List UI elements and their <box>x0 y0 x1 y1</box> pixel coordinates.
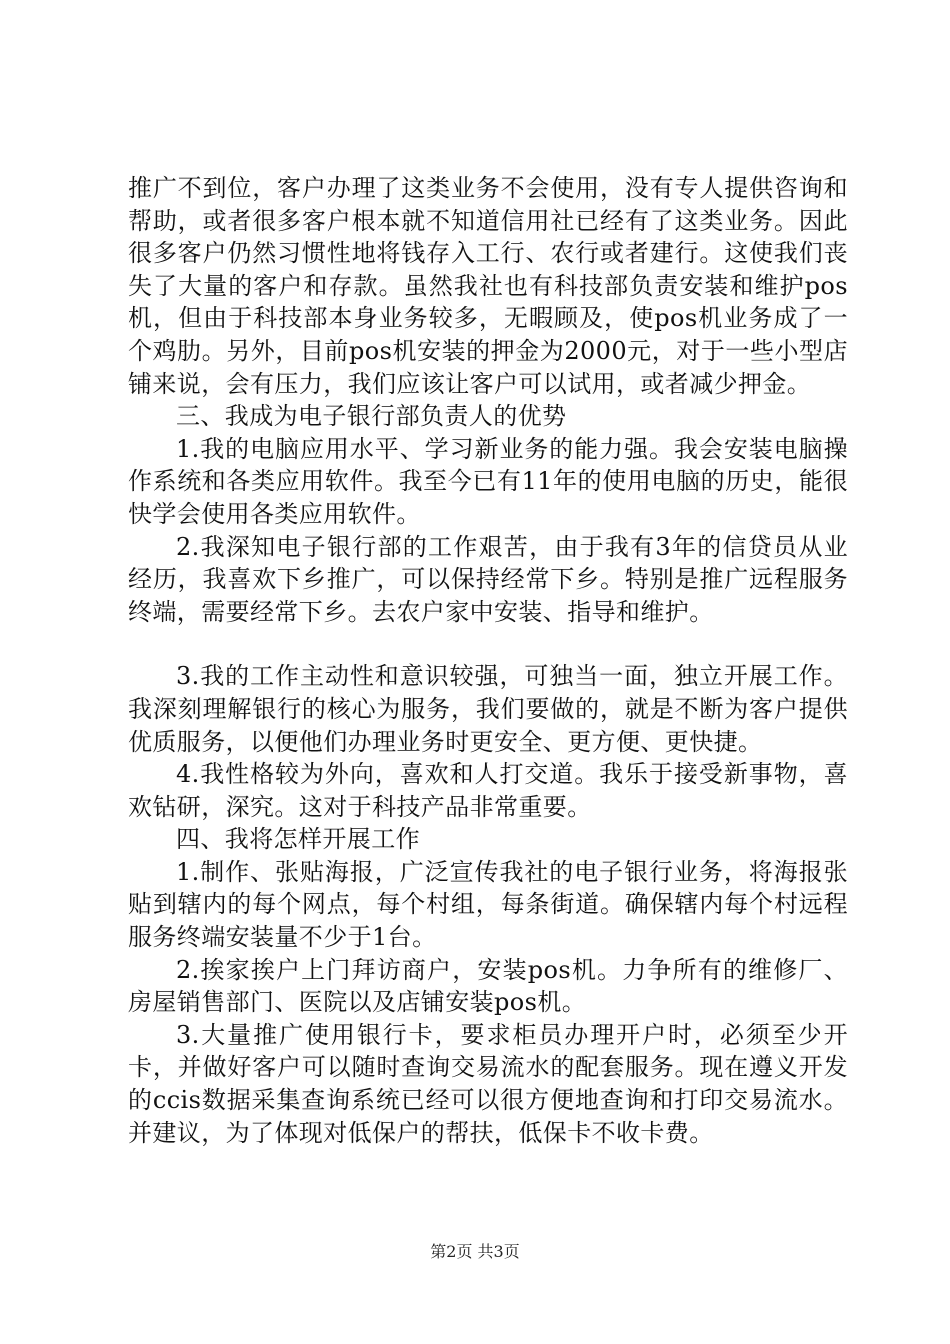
advantage-item-4: 4.我性格较为外向，喜欢和人打交道。我乐于接受新事物，喜欢钻研，深究。这对于科技产品非常重要。 <box>128 760 848 821</box>
work-plan-item-3: 3.大量推广使用银行卡，要求柜员办理开户时，必须至少开卡，并做好客户可以随时查询交易流水的配套服务。现在遵义开发的ccis数据采集查询系统已经可以很方便地查询和打印交易流水。并建议，为了体现对低保户的帮扶，低保卡不收卡费。 <box>128 1020 848 1147</box>
section-heading-work-plan: 四、我将怎样开展工作 <box>176 825 420 854</box>
advantage-item-1: 1.我的电脑应用水平、学习新业务的能力强。我会安装电脑操作系统和各类应用软件。我至今已有11年的使用电脑的历史，能很快学会使用各类应用软件。 <box>128 434 848 528</box>
advantage-item-3: 3.我的工作主动性和意识较强，可独当一面，独立开展工作。我深刻理解银行的核心为服务，我们要做的，就是不断为客户提供优质服务，以便他们办理业务时更安全、更方便、更快捷。 <box>128 662 848 756</box>
page-number-footer: 第2页 共3页 <box>430 1242 520 1261</box>
document-body <box>128 172 848 1149</box>
section-heading-advantages: 三、我成为电子银行部负责人的优势 <box>176 402 567 431</box>
paragraph-continuation: 推广不到位，客户办理了这类业务不会使用，没有专人提供咨询和帮助，或者很多客户根本就不知道信用社已经有了这类业务。因此很多客户仍然习惯性地将钱存入工行、农行或者建行。这使我们丧失了大量的客户和存款。虽然我社也有科技部负责安装和维护pos机，但由于科技部本身业务较多，无暇顾及，使pos机业务成了一个鸡肋。另外，目前pos机安装的押金为2000元，对于一些小型店铺来说，会有压力，我们应该让客户可以试用，或者减少押金。 <box>128 174 848 398</box>
advantage-item-2: 2.我深知电子银行部的工作艰苦，由于我有3年的信贷员从业经历，我喜欢下乡推广，可以保持经常下乡。特别是推广远程服务终端，需要经常下乡。去农户家中安装、指导和维护。 <box>128 532 848 626</box>
work-plan-item-2: 2.挨家挨户上门拜访商户，安装pos机。力争所有的维修厂、房屋销售部门、医院以及店铺安装pos机。 <box>128 955 848 1017</box>
work-plan-item-1: 1.制作、张贴海报，广泛宣传我社的电子银行业务，将海报张贴到辖内的每个网点，每个村组，每条街道。确保辖内每个村远程服务终端安装量不少于1台。 <box>128 857 848 952</box>
